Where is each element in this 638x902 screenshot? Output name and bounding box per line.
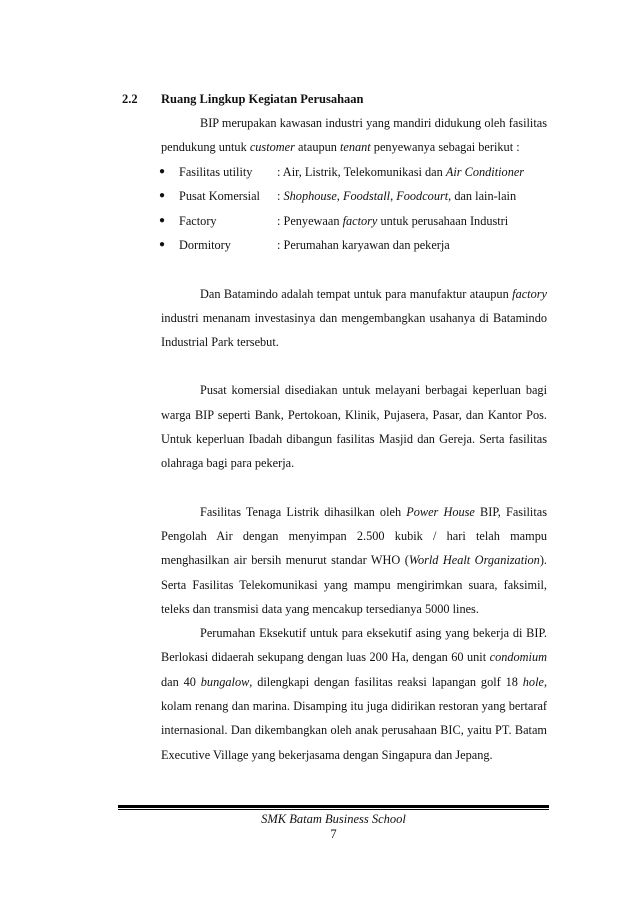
footer-divider [118, 805, 549, 808]
electricity-paragraph: Fasilitas Tenaga Listrik dihasilkan oleh Power House BIP, Fasilitas Pengolah Air dengan menyimpan 2.500 kubik / hari telah mampu menghasilkan air bersih menurut standar WHO (World Healt Organization). Serta Fasilitas Telekomunikasi yang mampu mengirimkan suara, faksimil, teleks dan transmisi data yang mencakup tersedianya 5000 lines. [161, 504, 547, 616]
list-item [161, 209, 547, 234]
bullet-icon: ● [159, 239, 166, 251]
list-item [161, 184, 547, 209]
facility-name: Fasilitas utility [179, 164, 253, 179]
intro-paragraph: BIP merupakan kawasan industri yang mandiri didukung oleh fasilitas pendukung untuk customer ataupun tenant penyewanya sebagai berikut : [161, 116, 547, 155]
batamindo-paragraph: Dan Batamindo adalah tempat untuk para manufaktur ataupun factory industri menanam investasinya dan mengembangkan usahanya di Batamindo Industrial Park tersebut. [161, 286, 547, 350]
section-title: Ruang Lingkup Kegiatan Perusahaan [161, 92, 364, 106]
footer-school: SMK Batam Business School [261, 812, 406, 826]
facility-description: : Penyewaan factory untuk perusahaan Industri [277, 213, 509, 228]
facility-name: Dormitory [179, 238, 231, 253]
bullet-icon: ● [159, 214, 166, 226]
document-body [161, 111, 547, 767]
footer-divider-thin [118, 809, 549, 810]
facility-name: Pusat Komersial [179, 189, 260, 204]
facility-description: : Shophouse, Foodstall, Foodcourt, dan lain-lain [277, 189, 517, 204]
list-item [161, 160, 547, 185]
facility-name: Factory [179, 213, 217, 228]
list-item [161, 233, 547, 258]
facilities-list [161, 160, 547, 258]
facility-description: : Perumahan karyawan dan pekerja [277, 238, 450, 253]
bullet-icon: ● [159, 190, 166, 202]
bullet-icon: ● [159, 165, 166, 177]
section-number: 2.2 [122, 92, 138, 106]
housing-paragraph: Perumahan Eksekutif untuk para eksekutif asing yang bekerja di BIP. Berlokasi didaerah sekupang dengan luas 200 Ha, dengan 60 unit condomium dan 40 bungalow, dilengkapi dengan fasilitas reaksi lapangan golf 18 hole, kolam renang dan marina. Disamping itu juga didirikan restoran yang bertaraf internasional. Dan dikembangkan oleh anak perusahaan BIC, yaitu PT. Batam Executive Village yang bekerjasama dengan Singapura dan Jepang. [161, 626, 548, 762]
facility-description: : Air, Listrik, Telekomunikasi dan Air Conditioner [277, 164, 525, 179]
page-number: 7 [330, 827, 337, 841]
commercial-paragraph: Pusat komersial disediakan untuk melayani berbagai keperluan bagi warga BIP seperti Bank, Pertokoan, Klinik, Pujasera, Pasar, dan Kantor Pos. Untuk keperluan Ibadah dibangun fasilitas Masjid dan Gereja. Serta fasilitas olahraga bagi para pekerja. [161, 383, 547, 471]
